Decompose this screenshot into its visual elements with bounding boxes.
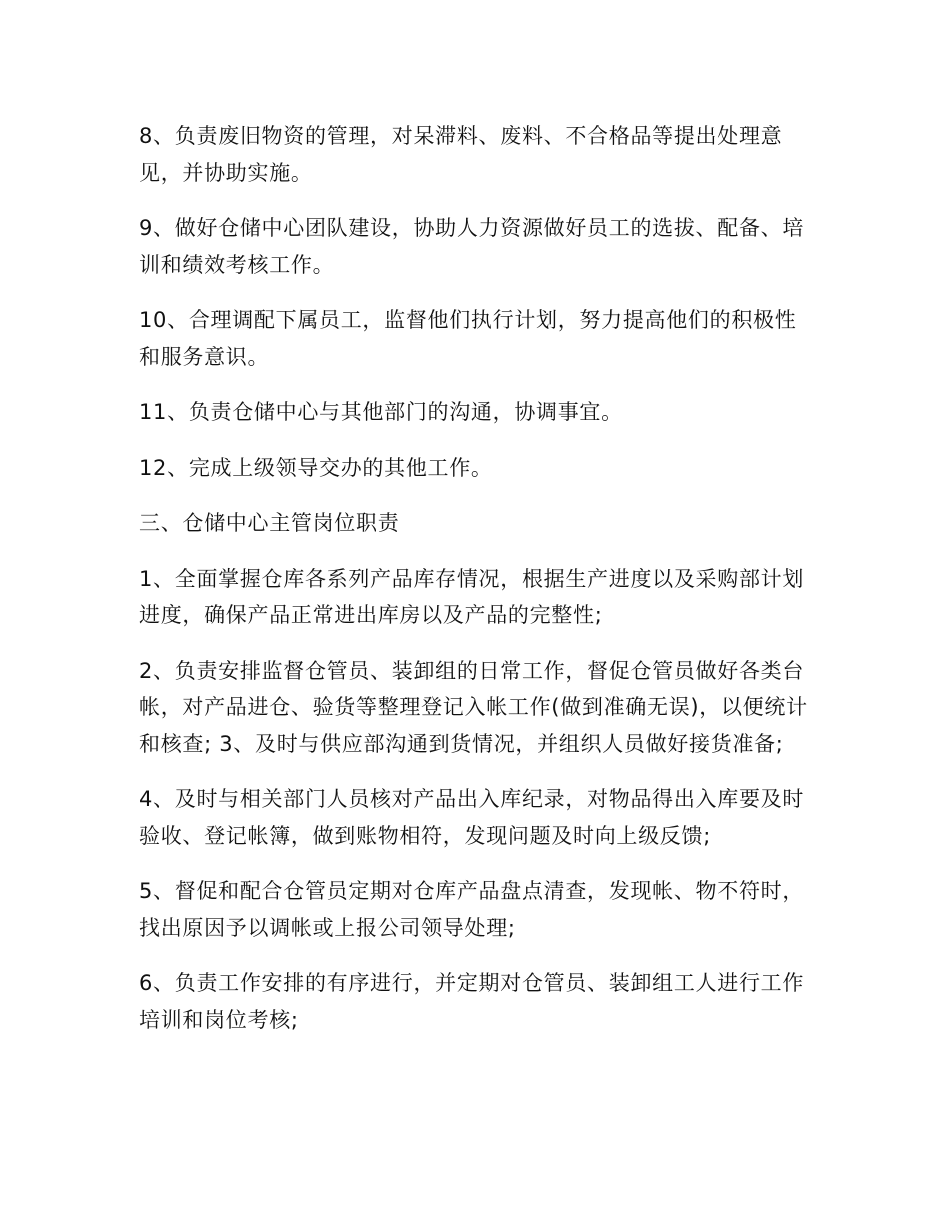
paragraph-duty-5: 5、督促和配合仓管员定期对仓库产品盘点清查，发现帐、物不符时，找出原因予以调帐或上报公司领导处理; xyxy=(139,879,805,940)
paragraph-item-9: 9、做好仓储中心团队建设，协助人力资源做好员工的选拔、配备、培训和绩效考核工作。 xyxy=(139,216,805,277)
paragraph-item-11: 11、负责仓储中心与其他部门的沟通，协调事宜。 xyxy=(139,400,623,424)
document-body xyxy=(139,118,815,1057)
paragraph-duty-4: 4、及时与相关部门人员核对产品出入库纪录，对物品得出入库要及时验收、登记帐簿，做到账物相符，发现问题及时向上级反馈; xyxy=(139,787,805,848)
paragraph-item-10: 10、合理调配下属员工，监督他们执行计划，努力提高他们的积极性和服务意识。 xyxy=(139,308,797,369)
paragraph-duty-6: 6、负责工作安排的有序进行，并定期对仓管员、装卸组工人进行工作培训和岗位考核; xyxy=(139,971,805,1032)
paragraph-duty-1: 1、全面掌握仓库各系列产品库存情况，根据生产进度以及采购部计划进度，确保产品正常进出库房以及产品的完整性; xyxy=(139,566,805,627)
paragraph-item-12: 12、完成上级领导交办的其他工作。 xyxy=(139,455,493,480)
paragraph-duty-2-3: 2、负责安排监督仓管员、装卸组的日常工作，督促仓管员做好各类台帐，对产品进仓、验货等整理登记入帐工作(做到准确无误)，以便统计和核查; 3、及时与供应部沟通到货情况，并组织人员做好接货准备; xyxy=(139,658,808,756)
paragraph-item-8: 8、负责废旧物资的管理，对呆滞料、废料、不合格品等提出处理意见，并协助实施。 xyxy=(139,124,783,185)
section-heading: 三、仓储中心主管岗位职责 xyxy=(139,511,400,535)
